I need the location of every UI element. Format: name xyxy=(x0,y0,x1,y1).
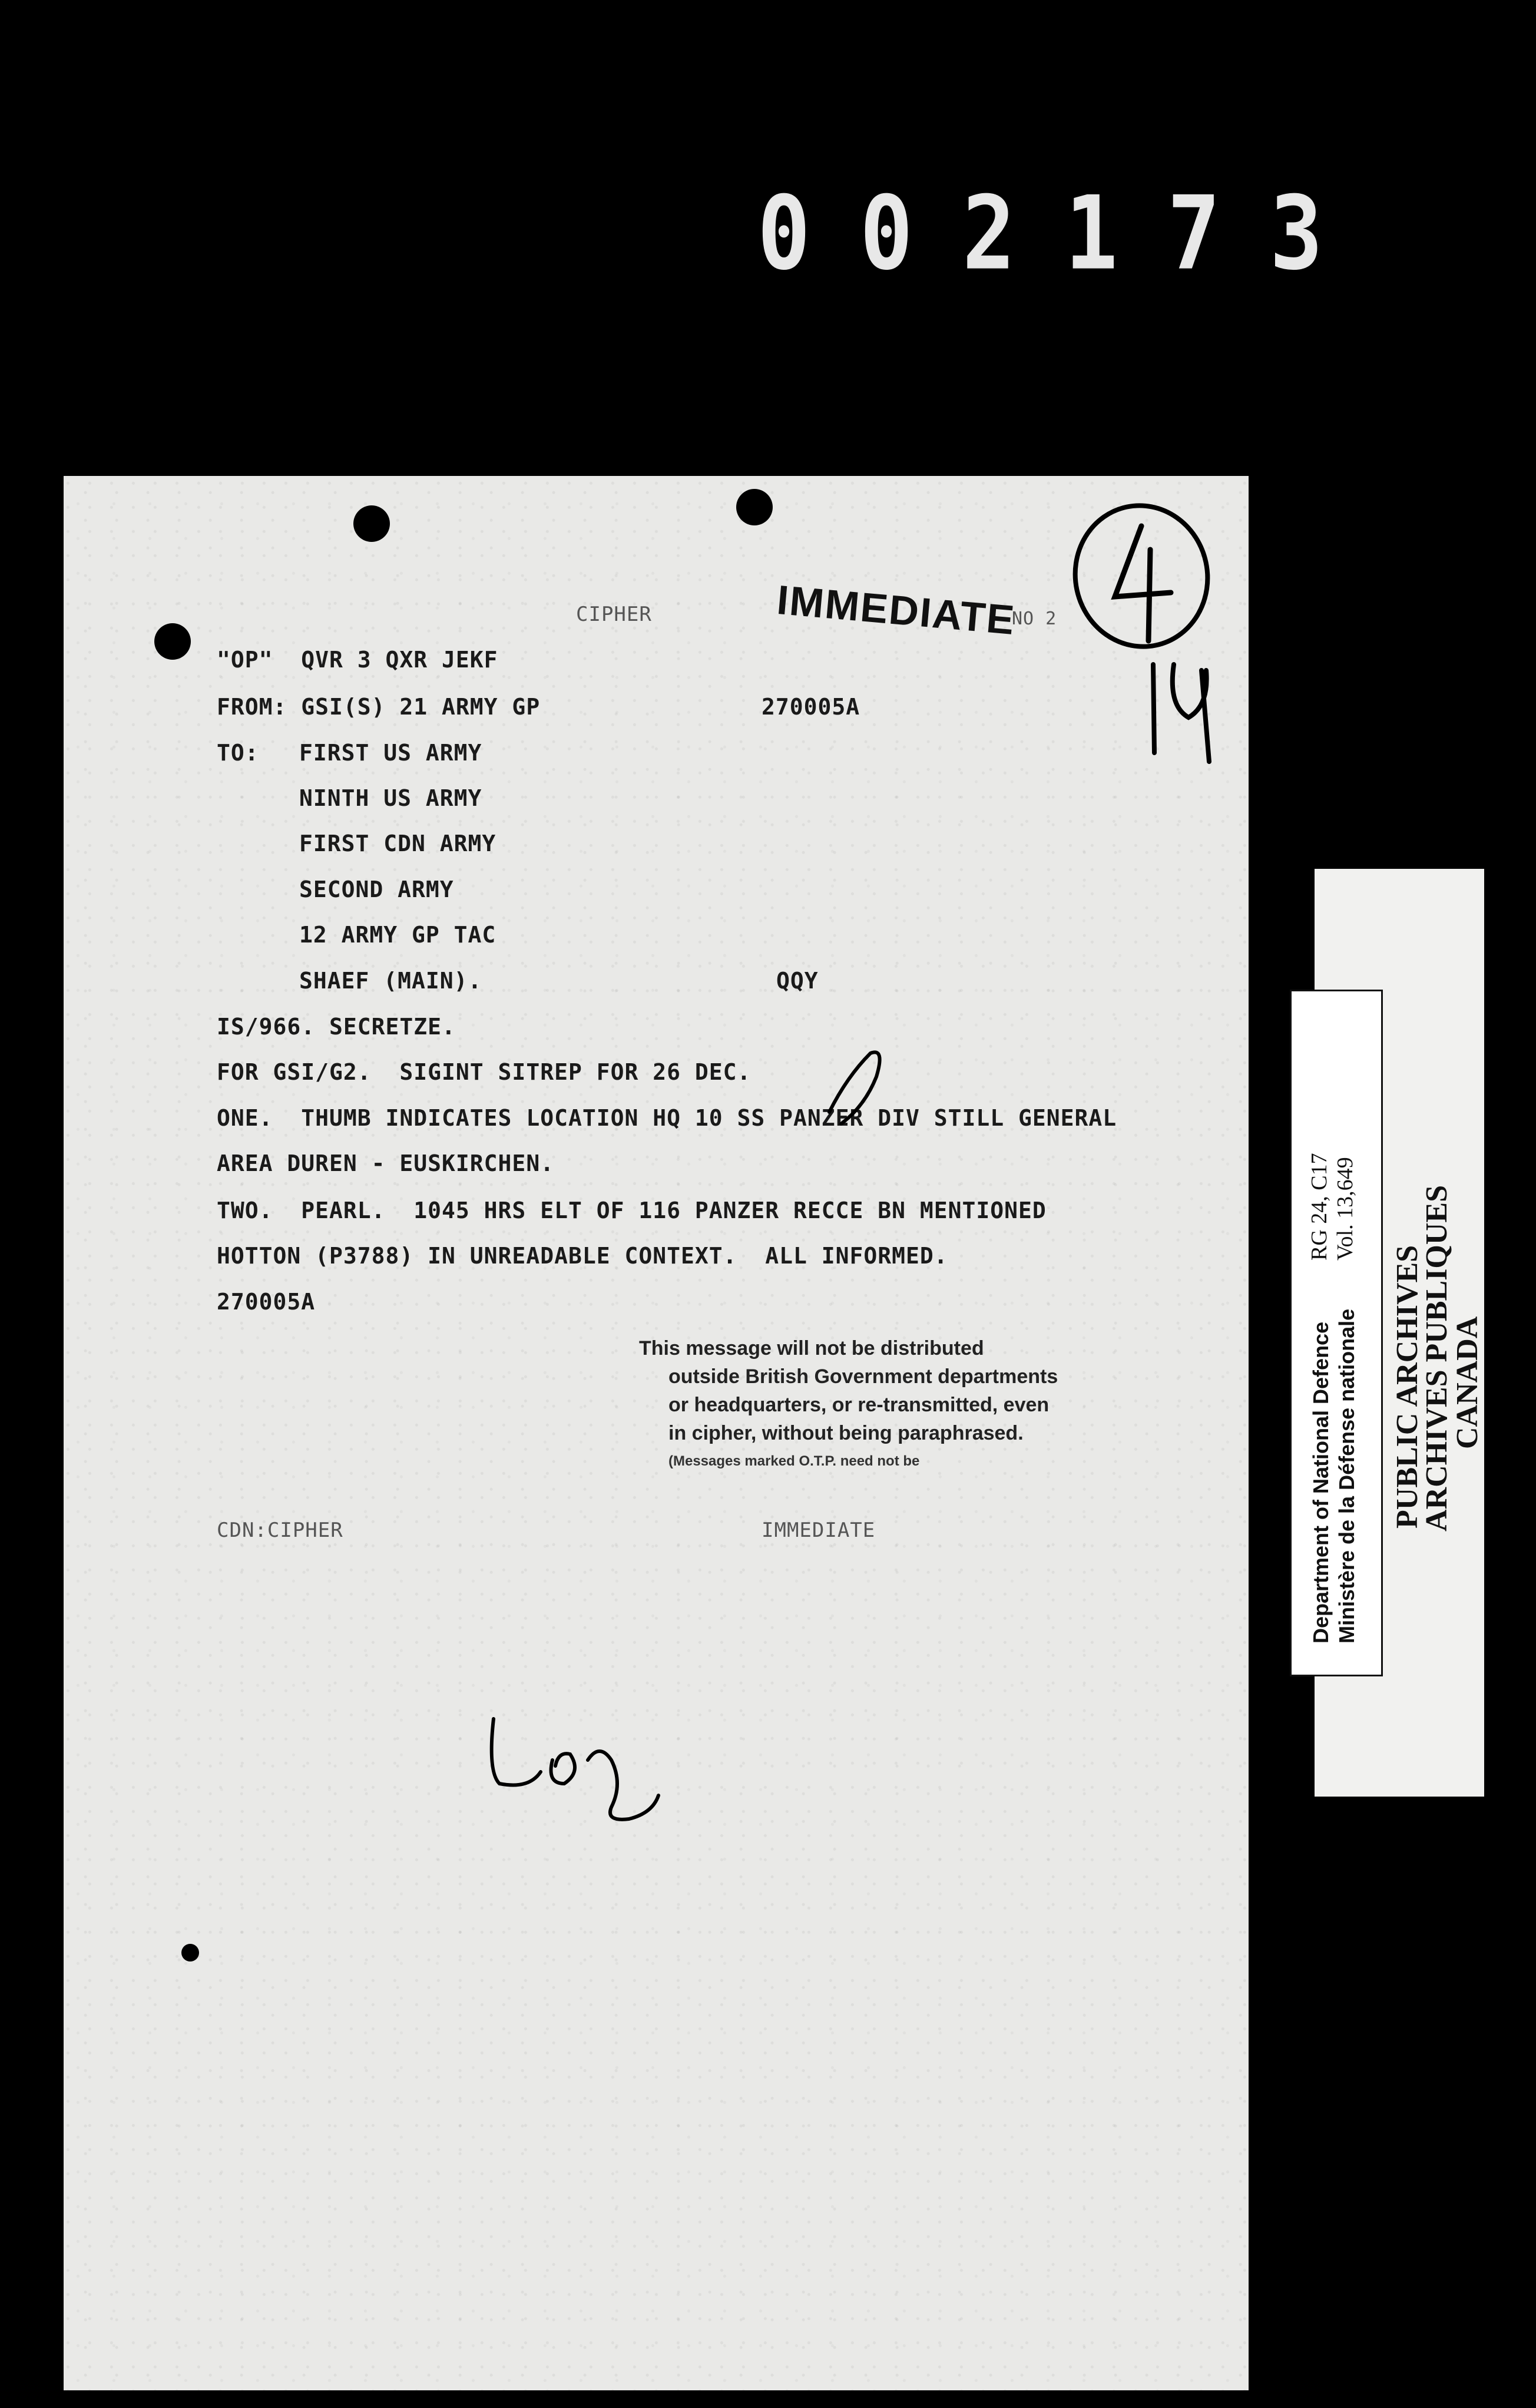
volume-number: Vol. 13,649 xyxy=(1333,1157,1358,1261)
frame-digit: 2 xyxy=(962,174,1021,293)
paraphrase-notice xyxy=(607,1334,1078,1476)
notice-line: in cipher, without being paraphrased. xyxy=(668,1422,1024,1444)
immediate-stamp: IMMEDIATE xyxy=(775,576,1017,644)
paragraph-one-cont: AREA DUREN - EUSKIRCHEN. xyxy=(217,1150,555,1176)
paragraph-one: ONE. THUMB INDICATES LOCATION HQ 10 SS PANZER DIV STILL GENERAL xyxy=(217,1105,1117,1131)
archives-fr: ARCHIVES PUBLIQUES xyxy=(1420,1185,1454,1532)
priority-line: "OP" QVR 3 QXR JEKF xyxy=(217,647,498,673)
reference-line: IS/966. SECRETZE. xyxy=(217,1014,456,1040)
punch-hole xyxy=(736,489,773,525)
dtg-top: 270005A xyxy=(762,694,860,720)
frame-digit: 3 xyxy=(1269,174,1328,293)
punch-hole xyxy=(181,1944,199,1962)
from-line: FROM: GSI(S) 21 ARMY GP xyxy=(217,694,541,720)
paragraph-two: TWO. PEARL. 1045 HRS ELT OF 116 PANZER RECCE BN MENTIONED xyxy=(217,1198,1047,1223)
department-en: Department of National Defence xyxy=(1309,1321,1333,1643)
record-group: RG 24, C17 xyxy=(1307,1153,1332,1261)
notice-footnote: (Messages marked O.T.P. need not be xyxy=(668,1453,920,1469)
punch-hole xyxy=(353,505,390,542)
notice-line: outside British Government departments xyxy=(668,1365,1058,1388)
frame-digit: 0 xyxy=(757,174,816,293)
notice-line: or headquarters, or re-transmitted, even xyxy=(668,1394,1050,1416)
frame-digit: 1 xyxy=(1064,174,1123,293)
punch-hole xyxy=(154,623,191,660)
frame-digit: 0 xyxy=(859,174,918,293)
addressee: NINTH US ARMY xyxy=(299,785,482,811)
handwritten-circle-annotation xyxy=(1053,494,1247,776)
number-fragment: NO 2 xyxy=(1012,608,1057,629)
addressee: SHAEF (MAIN). xyxy=(299,968,482,994)
handwritten-initials xyxy=(476,1695,676,1825)
addressee: SECOND ARMY xyxy=(299,876,454,902)
archives-country: CANADA xyxy=(1451,1316,1484,1449)
paragraph-two-cont: HOTTON (P3788) IN UNREADABLE CONTEXT. ALL INFORMED. xyxy=(217,1243,948,1269)
for-line: FOR GSI/G2. SIGINT SITREP FOR 26 DEC. xyxy=(217,1059,752,1085)
to-label: TO: xyxy=(217,740,259,766)
cipher-label: CIPHER xyxy=(576,603,652,626)
addressee: FIRST US ARMY xyxy=(299,740,482,766)
addressee: FIRST CDN ARMY xyxy=(299,831,496,856)
notice-line: This message will not be distributed xyxy=(639,1337,984,1360)
archives-en: PUBLIC ARCHIVES xyxy=(1391,1245,1424,1529)
footer-immediate: IMMEDIATE xyxy=(762,1519,876,1542)
addressee: 12 ARMY GP TAC xyxy=(299,922,496,948)
cdn-cipher: CDN:CIPHER xyxy=(217,1519,343,1542)
frame-digit: 7 xyxy=(1167,174,1226,293)
department-fr: Ministère de la Défense nationale xyxy=(1335,1308,1359,1643)
qqy-indicator: QQY xyxy=(776,968,819,994)
frame-number xyxy=(754,174,1331,293)
handwritten-check-mark xyxy=(817,1041,894,1130)
dtg-bottom: 270005A xyxy=(217,1289,316,1315)
